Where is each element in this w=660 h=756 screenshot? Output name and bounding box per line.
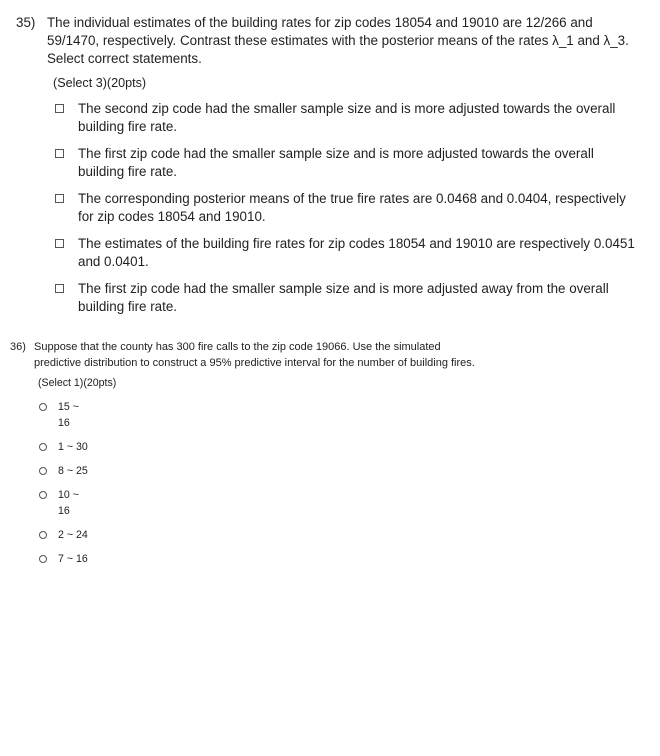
question-35-option-5[interactable] xyxy=(53,280,636,316)
checkbox-icon[interactable] xyxy=(55,194,64,203)
radio-icon[interactable] xyxy=(39,531,47,539)
option-label: 15 ~ xyxy=(58,401,79,413)
question-36-option-6[interactable] xyxy=(38,551,480,567)
question-36-number: 36) xyxy=(10,341,26,353)
question-35-prompt: The individual estimates of the building rates for zip codes 18054 and 19010 are 12/266 and 59/1470, respectively. Contrast these estimates with the posterior means of the rates λ_1 and λ_3. Select correct statements. xyxy=(47,15,629,66)
question-35-options xyxy=(53,100,636,316)
option-label-continued: 16 xyxy=(58,505,70,517)
question-36-option-3[interactable] xyxy=(38,463,480,479)
question-36-options xyxy=(38,399,480,567)
option-label: The estimates of the building fire rates for zip codes 18054 and 19010 are respectively 0.0451 and 0.0401. xyxy=(78,236,635,269)
question-35 xyxy=(16,14,636,325)
question-35-option-4[interactable] xyxy=(53,235,636,271)
checkbox-icon[interactable] xyxy=(55,284,64,293)
option-label: 2 ~ 24 xyxy=(58,529,88,541)
question-36-option-2[interactable] xyxy=(38,439,480,455)
question-36-header xyxy=(10,339,480,371)
radio-icon[interactable] xyxy=(39,555,47,563)
radio-icon[interactable] xyxy=(39,467,47,475)
question-36-option-4[interactable] xyxy=(38,487,480,519)
question-35-option-2[interactable] xyxy=(53,145,636,181)
question-35-select-note: (Select 3)(20pts) xyxy=(53,76,147,90)
option-label: The first zip code had the smaller sample size and is more adjusted towards the overall building fire rate. xyxy=(78,146,594,179)
option-label-continued: 16 xyxy=(58,417,70,429)
question-36-select-note: (Select 1)(20pts) xyxy=(38,377,117,389)
option-label: The corresponding posterior means of the true fire rates are 0.0468 and 0.0404, respectively for zip codes 18054 and 19010. xyxy=(78,191,626,224)
question-35-header xyxy=(16,14,636,68)
option-label: 8 ~ 25 xyxy=(58,465,88,477)
question-36-option-5[interactable] xyxy=(38,527,480,543)
question-35-option-3[interactable] xyxy=(53,190,636,226)
checkbox-icon[interactable] xyxy=(55,149,64,158)
option-label: 10 ~ xyxy=(58,489,79,501)
question-35-number: 35) xyxy=(16,15,36,30)
checkbox-icon[interactable] xyxy=(55,104,64,113)
question-35-option-1[interactable] xyxy=(53,100,636,136)
radio-icon[interactable] xyxy=(39,403,47,411)
question-36 xyxy=(10,339,480,575)
option-label: 1 ~ 30 xyxy=(58,441,88,453)
question-36-prompt: Suppose that the county has 300 fire calls to the zip code 19066. Use the simulated predictive distribution to construct a 95% predictive interval for the number of building fires. xyxy=(34,341,475,369)
radio-icon[interactable] xyxy=(39,491,47,499)
option-label: 7 ~ 16 xyxy=(58,553,88,565)
option-label: The second zip code had the smaller sample size and is more adjusted towards the overall building fire rate. xyxy=(78,101,616,134)
question-36-option-1[interactable] xyxy=(38,399,480,431)
option-label: The first zip code had the smaller sample size and is more adjusted away from the overall building fire rate. xyxy=(78,281,609,314)
radio-icon[interactable] xyxy=(39,443,47,451)
checkbox-icon[interactable] xyxy=(55,239,64,248)
